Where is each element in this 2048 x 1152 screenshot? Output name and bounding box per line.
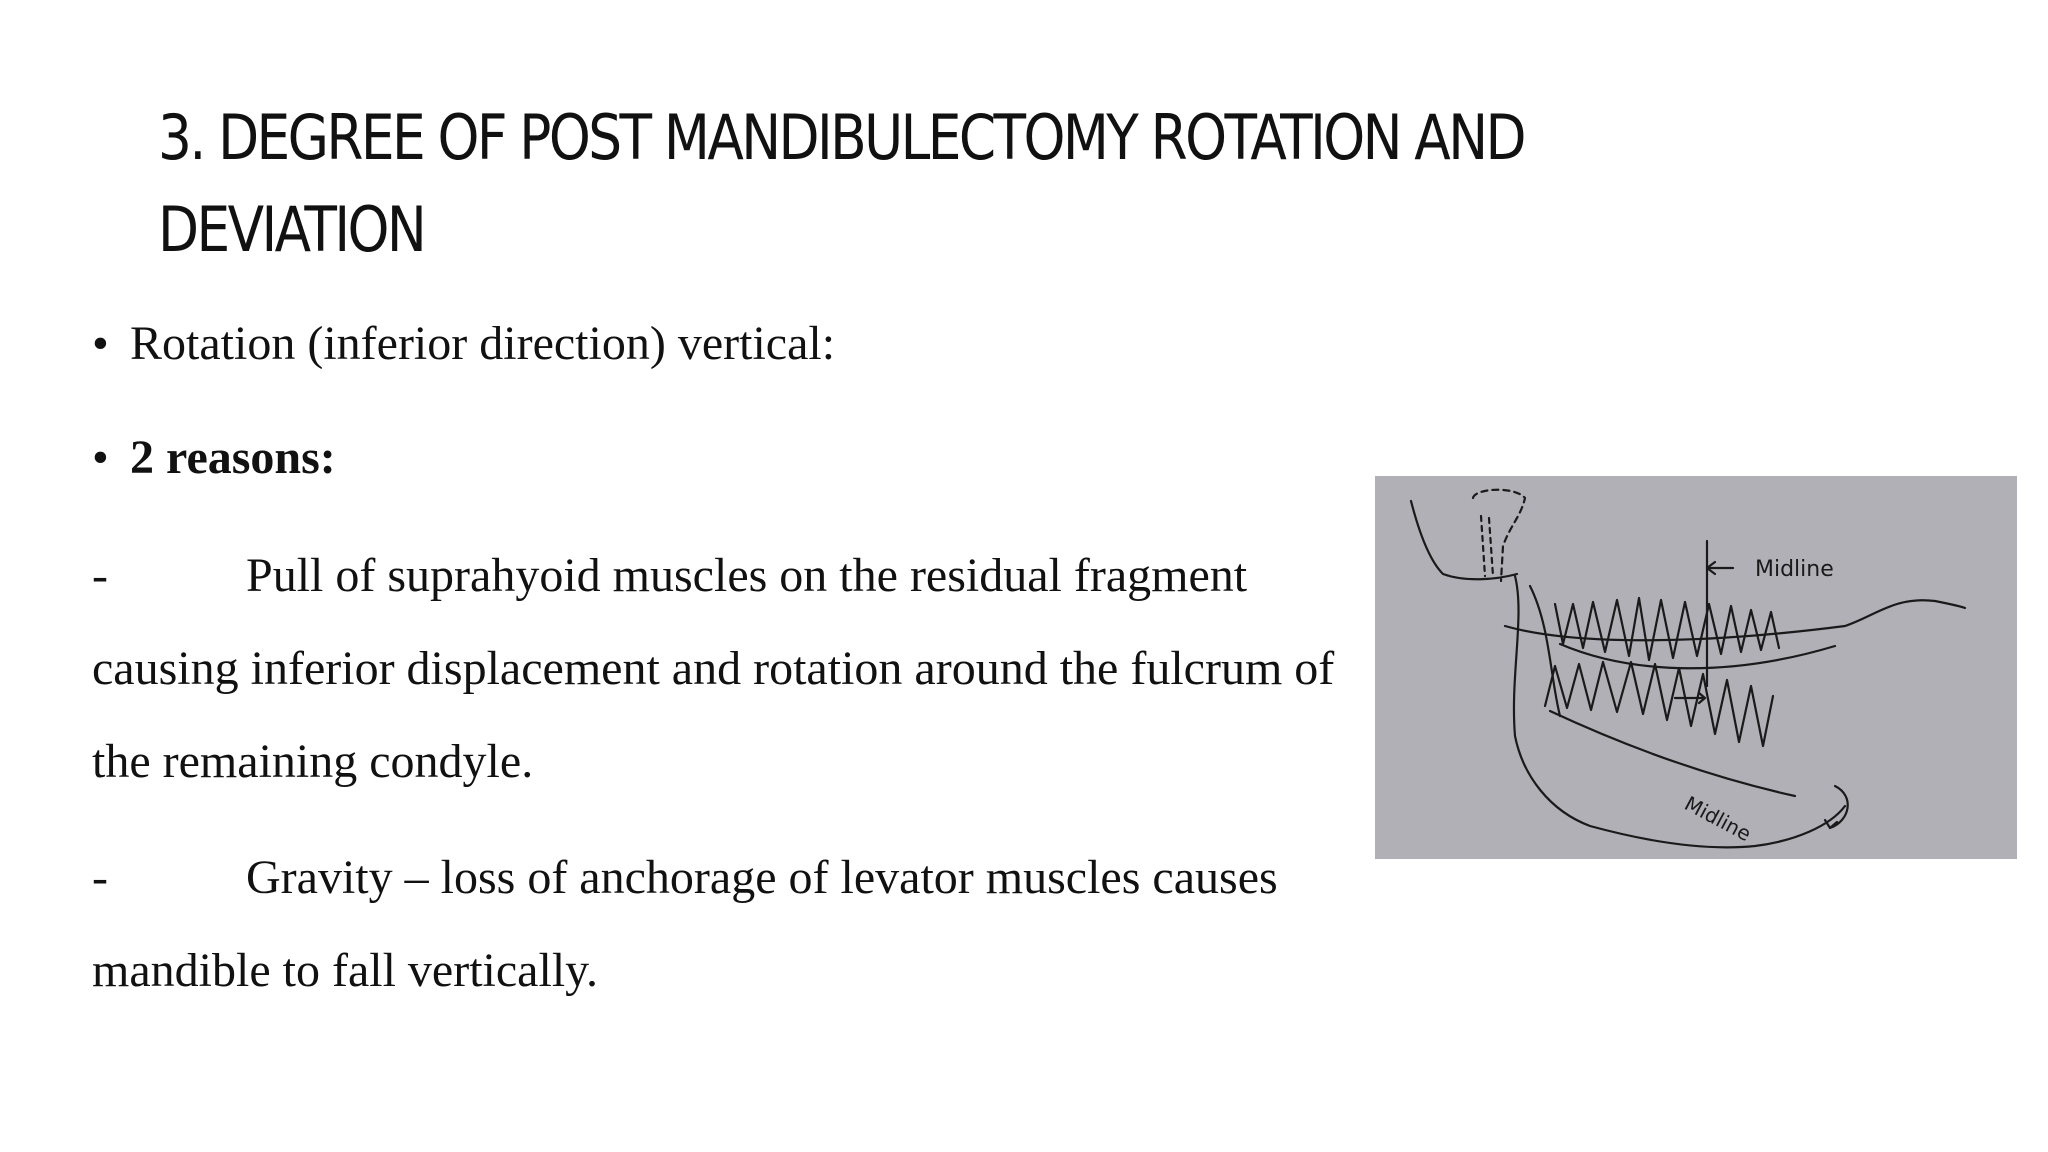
reason-first-line: Pull of suprahyoid muscles on the residual: [246, 549, 1062, 602]
upper-midline-label: Midline: [1755, 557, 1834, 582]
slide-title: [158, 92, 1620, 276]
mandible-diagram: [1375, 476, 2017, 859]
dash-marker: -: [92, 851, 108, 904]
bullet-rotation: [92, 316, 835, 371]
bullet-reasons: [92, 430, 336, 485]
reason-gravity: [92, 831, 1352, 1017]
reason-first-line: Gravity – loss of anchorage of levator muscles: [246, 851, 1141, 904]
reason-rest: causes mandible to fall vertically.: [92, 851, 1278, 997]
bullet-text: Rotation (inferior direction) vertical:: [130, 317, 836, 370]
bullet-marker: •: [92, 317, 109, 370]
reason-rest: fragment causing inferior displacement and rotation around the fulcrum of the remaining condyle.: [92, 549, 1335, 788]
title-line-2: DEVIATION: [158, 193, 425, 266]
mandible-drawing: [1375, 476, 2017, 859]
lower-midline-label: Midline: [1680, 791, 1756, 847]
bullet-text: 2 reasons:: [130, 431, 336, 484]
title-line-1: 3. DEGREE OF POST MANDIBULECTOMY ROTATION AND: [158, 101, 1524, 174]
bullet-marker: •: [92, 431, 109, 484]
reason-suprahyoid: [92, 529, 1352, 808]
dash-marker: -: [92, 549, 108, 602]
